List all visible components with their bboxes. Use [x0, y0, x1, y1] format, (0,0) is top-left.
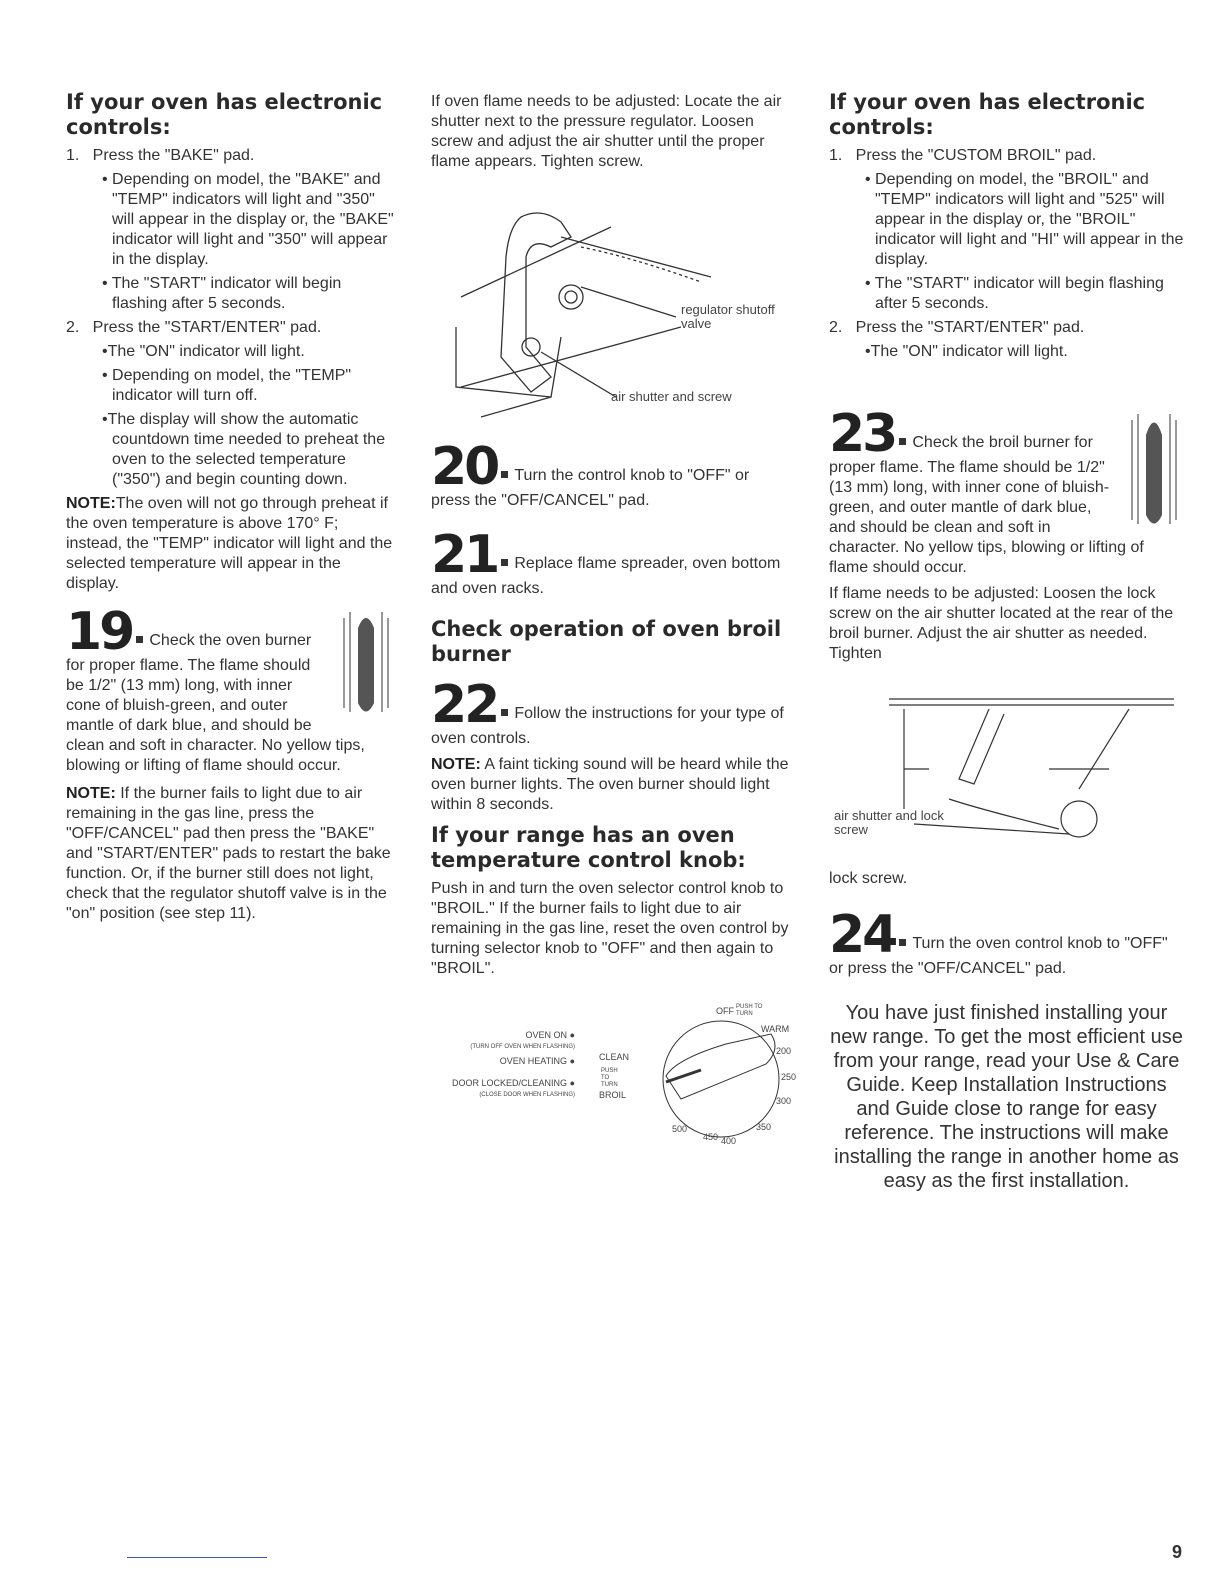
bullet-square-icon [899, 939, 906, 946]
bullet-square-icon [501, 471, 508, 478]
heading-electronic-controls: If your oven has electronic controls: [829, 90, 1146, 139]
knob-text: Push in and turn the oven selector control knob to "BROIL." If the burner fails to light due to air remaining in the gas line, reset the oven control by turning selector knob to "OFF" and then again to "BROIL". [431, 880, 789, 977]
sub-item: • Depending on model, the "TEMP" indicator will turn off. [102, 367, 352, 404]
bullet-square-icon [501, 709, 508, 716]
push-to-turn-label: PUSH TO TURN [736, 1004, 763, 1017]
temp-label: 300 [776, 1096, 792, 1106]
column-right [829, 90, 1184, 1193]
step-item: 2. Press the "START/ENTER" pad. [66, 319, 322, 336]
broil-shutter-figure [829, 669, 1184, 869]
page-number: 9 [1172, 1542, 1183, 1562]
step-20: 20 Turn the control knob to "OFF" or press the "OFF/CANCEL" pad. [431, 437, 750, 509]
temp-label: 250 [781, 1072, 797, 1082]
bullet-square-icon [136, 636, 143, 643]
step-19: 19 Check the oven burner for proper flame. The flame should be 1/2" (13 mm) long, with inner cone of bluish-green, and outer mantle of dark blue, and should be clean and soft in character. No yellow tips, blowing or lifting of flame should occur. [66, 608, 396, 776]
note: NOTE: A faint ticking sound will be heard while the oven burner lights. The oven burner should light within 8 seconds. [431, 756, 789, 813]
heading-knob: If your range has an oven temperature control knob: [431, 823, 746, 872]
sub-item: • Depending on model, the "BROIL" and "TEMP" indicators will light and "525" will appear in the display or, the "BROIL" indicator will light and "HI" will appear in the display. [865, 171, 1184, 268]
closing-message: You have just finished installing your new range. To get the most efficient use from your range, read your Use & Care Guide. Keep Installation Instructions and Guide close to range for easy reference. The instructions will make installing the range in another home as easy as the first installation. [830, 1002, 1183, 1192]
broil-burner-illustration [829, 669, 1184, 869]
control-panel-figure [431, 984, 797, 1154]
adjust-text: If oven flame needs to be adjusted: Locate the air shutter next to the pressure regulator. Loosen screw and adjust the air shutter until the proper flame appears. Tighten screw. [431, 93, 782, 170]
temp-label: 350 [756, 1122, 772, 1132]
step-22: 22 Follow the instructions for your type of oven controls. [431, 675, 784, 747]
sub-item: • The "START" indicator will begin flashing after 5 seconds. [865, 275, 1164, 312]
bullet-square-icon [899, 438, 906, 445]
step-item: 2. Press the "START/ENTER" pad. [829, 319, 1085, 336]
heading-broil-check: Check operation of oven broil burner [431, 617, 782, 666]
temp-label: 450 [703, 1132, 719, 1142]
label-regulator: regulator shutoff valve [681, 302, 775, 331]
step-item: 1. Press the "CUSTOM BROIL" pad. [829, 147, 1097, 164]
column-middle [431, 92, 797, 1154]
step-24: 24 Turn the oven control knob to "OFF" or press the "OFF/CANCEL" pad. [829, 905, 1168, 977]
step-item: 1. Press the "BAKE" pad. [66, 147, 255, 164]
knob-warm-label: WARM [761, 1024, 790, 1034]
knob-clean-label: CLEAN [599, 1052, 630, 1062]
flame-illustration [1124, 410, 1184, 530]
label-air-shutter: air shutter and screw [611, 389, 732, 404]
footer-rule [127, 1557, 267, 1558]
adjust-text-end: lock screw. [829, 870, 908, 887]
adjust-text: If flame needs to be adjusted: Loosen the lock screw on the air shutter located at the rear of the broil burner. Adjust the air shutter as needed. Tighten [829, 585, 1174, 662]
oven-heating-indicator: OVEN HEATING ● [499, 1056, 575, 1066]
temp-label: 400 [721, 1136, 737, 1146]
sub-item: • The "START" indicator will begin flashing after 5 seconds. [102, 275, 342, 312]
note: NOTE:The oven will not go through preheat if the oven temperature is above 170° F; instead, the "TEMP" indicator will light and the selected temperature will appear in the display. [66, 495, 393, 592]
knob-off-label: OFF [716, 1006, 734, 1016]
flame-illustration [336, 608, 396, 718]
step-21: 21 Replace flame spreader, oven bottom and oven racks. [431, 525, 781, 597]
push-to-turn-label: PUSH TO TURN [601, 1068, 618, 1088]
sub-item: •The display will show the automatic countdown time needed to preheat the oven to the selected temperature ("350") and begin counting down. [102, 411, 386, 488]
column-left [66, 90, 396, 929]
temp-label: 200 [776, 1046, 792, 1056]
sub-item: •The "ON" indicator will light. [865, 343, 1068, 360]
label-air-shutter-lock-screw: air shutter and lock screw [834, 808, 944, 837]
temp-label: 500 [672, 1124, 688, 1134]
note: NOTE: If the burner fails to light due to air remaining in the gas line, press the "OFF/CANCEL" pad then press the "BAKE" and "START/ENTER" pads to restart the bake function. Or, if the burner still does not light, check that the regulator shutoff valve is in the "on" position (see step 11). [66, 785, 391, 922]
step-23: 23 Check the broil burner for proper flame. The flame should be 1/2" (13 mm) long, with inner cone of bluish-green, and outer mantle of dark blue, and should be clean and soft in character. No yellow tips, blowing or lifting of flame should occur. [829, 410, 1184, 578]
regulator-figure [431, 177, 791, 427]
oven-on-indicator: OVEN ON ● (TURN OFF OVEN WHEN FLASHING) [470, 1030, 575, 1050]
sub-item: •The "ON" indicator will light. [102, 343, 305, 360]
sub-item: • Depending on model, the "BAKE" and "TEMP" indicators will light and "350" will appear in the display or, the "BAKE" indicator will light and "350" will appear in the display. [102, 171, 394, 268]
bullet-square-icon [501, 559, 508, 566]
heading-electronic-controls: If your oven has electronic controls: [66, 90, 383, 139]
door-locked-indicator: DOOR LOCKED/CLEANING ● (CLOSE DOOR WHEN FLASHING) [452, 1078, 575, 1098]
knob-broil-label: BROIL [599, 1090, 627, 1100]
